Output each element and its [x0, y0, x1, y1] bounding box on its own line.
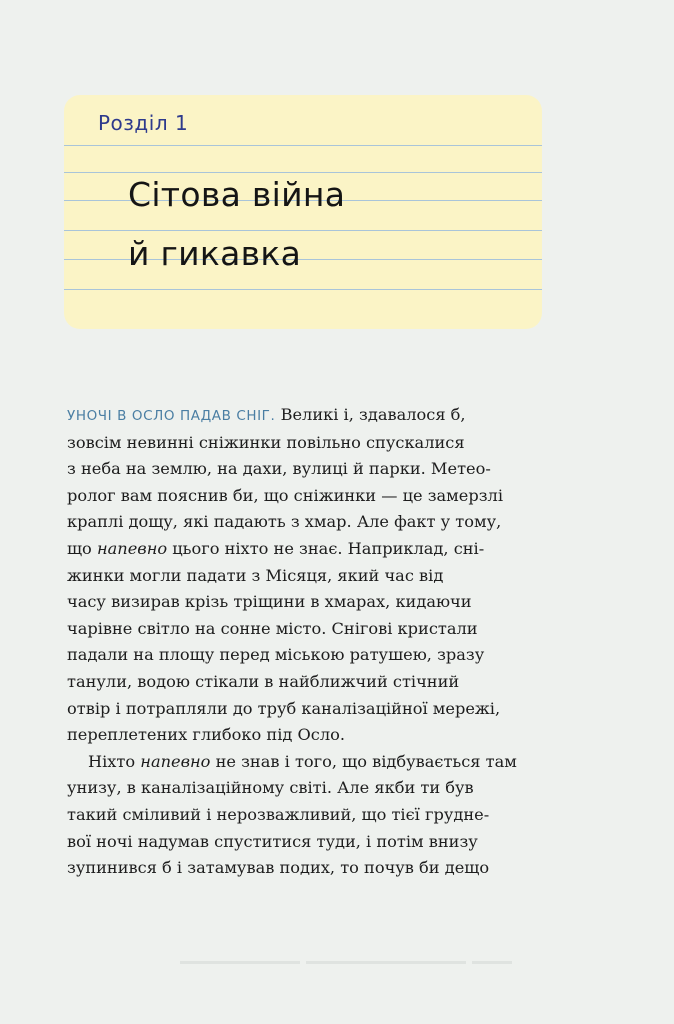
- chapter-label: Розділ 1: [98, 111, 189, 135]
- text-line: часу визирав крізь тріщини в хмарах, кидаючи: [67, 592, 472, 612]
- text-line: отвір і потрапляли до труб каналізаційної мережі,: [67, 698, 501, 718]
- text-line: переплетених глибоко під Осло.: [67, 725, 345, 745]
- text-line: такий сміливий і нерозважливий, що тієї грудне-: [67, 804, 490, 824]
- chapter-title-line: й гикавка: [128, 234, 302, 273]
- text-line: краплі дощу, які падають з хмар. Але факт у тому,: [67, 512, 502, 532]
- body-text: [67, 402, 547, 882]
- text-line: зупинився б і затамував подих, то почув би дещо: [67, 858, 490, 878]
- lead-in: УНОЧІ В ОСЛО ПАДАВ СНІГ.: [67, 408, 276, 424]
- text-line: Ніхто напевно не знав і того, що відбувається там: [88, 751, 517, 771]
- ruled-line: [64, 289, 542, 290]
- chapter-title-line: Сітова війна: [128, 175, 346, 214]
- text-line: ролог вам пояснив би, що сніжинки — це замерзлі: [67, 485, 504, 505]
- text-line: жинки могли падати з Місяця, який час від: [67, 565, 444, 585]
- emphasis: напевно: [140, 751, 211, 771]
- text-line: падали на площу перед міською ратушею, зразу: [67, 645, 485, 665]
- text-line: чарівне світло на сонне місто. Снігові кристали: [67, 618, 478, 638]
- faint-mark: [472, 961, 512, 964]
- text-line: з неба на землю, на дахи, вулиці й парки. Метео-: [67, 459, 491, 479]
- chapter-header-card: [64, 95, 542, 329]
- text-line: УНОЧІ В ОСЛО ПАДАВ СНІГ. Великі і, здавалося б,: [67, 405, 466, 424]
- faint-mark: [306, 961, 466, 964]
- emphasis: напевно: [96, 538, 168, 558]
- faint-mark: [180, 961, 300, 964]
- text-line: вої ночі надумав спуститися туди, і потім внизу: [67, 831, 478, 851]
- text-line: унизу, в каналізаційному світі. Але якби ти був: [67, 778, 474, 798]
- bleed-through-footer: [180, 952, 540, 966]
- ruled-line: [64, 145, 542, 146]
- chapter-title: [128, 165, 345, 283]
- text-line: зовсім невинні сніжинки повільно спускалися: [67, 432, 465, 452]
- text-line: танули, водою стікали в найближчий стічний: [67, 671, 460, 691]
- text-line: що напевно цього ніхто не знає. Наприклад, сні-: [67, 538, 485, 558]
